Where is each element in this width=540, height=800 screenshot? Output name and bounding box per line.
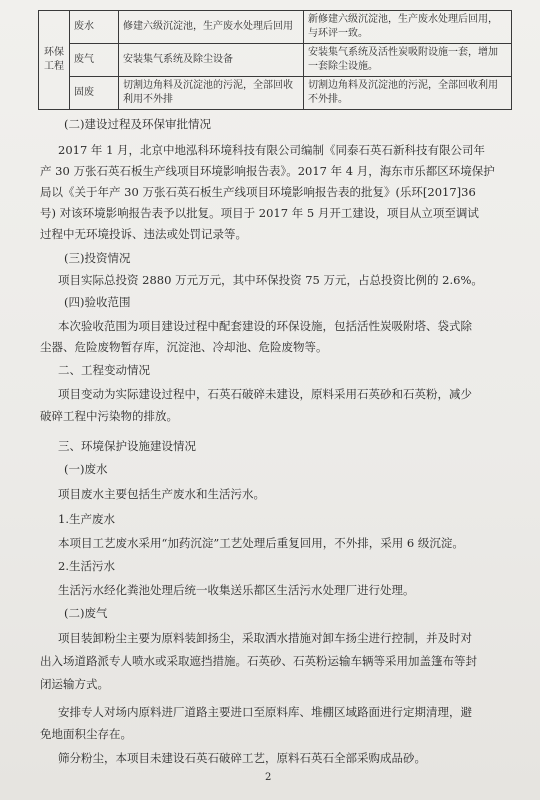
paragraph-line: 号) 对该环境影响报告表予以批复。项目于 2017 年 5 月开工建设，项目从立项至调试 (40, 206, 479, 220)
table-item-cell: 废水 (70, 11, 119, 44)
table-item-cell: 固废 (70, 77, 119, 110)
paragraph-line: 本项目工艺废水采用“加药沉淀”工艺处理后重复回用，不外排，采用 6 级沉淀。 (58, 536, 464, 550)
table-row (39, 11, 512, 44)
table-plan-cell: 切割边角料及沉淀池的污泥，全部回收利用不外排 (119, 77, 304, 110)
table-category-cell: 环保工程 (39, 11, 70, 110)
paragraph-line: 项目实际总投资 2880 万元万元，其中环保投资 75 万元，占总投资比例的 2.6%。 (58, 273, 483, 287)
paragraph-line: 生活污水经化粪池处理后统一收集送乐都区生活污水处理厂进行处理。 (58, 583, 415, 597)
paragraph-line: 过程中无环境投诉、违法或处罚记录等。 (40, 227, 247, 241)
paragraph-line: 项目废水主要包括生产废水和生活污水。 (58, 487, 265, 501)
table-actual-cell: 安装集气系统及活性炭吸附设施一套，增加一套除尘设施。 (304, 44, 512, 77)
paragraph-line: 破碎工程中污染物的排放。 (40, 409, 178, 423)
section-heading: (二)废气 (64, 606, 108, 620)
paragraph-line: 尘器、危险废物暂存库，沉淀池、冷却池、危险废物等。 (40, 340, 328, 354)
paragraph-line: 本次验收范围为项目建设过程中配套建设的环保设施，包括活性炭吸附塔、袋式除 (58, 319, 472, 333)
table-row (39, 77, 512, 110)
paragraph-line: 筛分粉尘，本项目未建设石英石破碎工艺，原料石英石全部采购成品砂。 (58, 751, 426, 765)
table-item-cell: 废气 (70, 44, 119, 77)
section-heading: 三、环境保护设施建设情况 (58, 439, 196, 453)
table-plan-cell: 安装集气系统及除尘设备 (119, 44, 304, 77)
paragraph-line: 出入场道路派专人喷水或采取遮挡措施。石英砂、石英粉运输车辆等采用加盖篷布等封 (40, 654, 477, 668)
section-heading: (一)废水 (64, 462, 108, 476)
section-heading: 二、工程变动情况 (58, 363, 150, 377)
table-actual-cell: 新修建六级沉淀池，生产废水处理后回用，与环评一致。 (304, 11, 512, 44)
paragraph-line: 免地面积尘存在。 (40, 727, 132, 741)
paragraph-line: 产 30 万张石英石板生产线项目环境影响报告表》。2017 年 4 月，海东市乐都区环境保护 (40, 164, 495, 178)
paragraph-line: 闭运输方式。 (40, 677, 109, 691)
table-actual-cell: 切割边角料及沉淀池的污泥，全部回收利用不外排。 (304, 77, 512, 110)
paragraph-line: 局以《关于年产 30 万张石英石板生产线项目环境影响报告表的批复》(乐环[2017]36 (40, 185, 476, 199)
table-row (39, 44, 512, 77)
environmental-works-table (38, 10, 512, 110)
paragraph-line: 安排专人对场内原料进厂道路主要进口至原料库、堆棚区域路面进行定期清理，避 (58, 705, 472, 719)
paragraph-line: 2017 年 1 月，北京中地泓科环境科技有限公司编制《同泰石英石新科技有限公司年 (58, 143, 486, 157)
table-plan-cell: 修建六级沉淀池，生产废水处理后回用 (119, 11, 304, 44)
page-number: 2 (265, 772, 272, 783)
section-heading: (三)投资情况 (64, 251, 131, 265)
paragraph-line: 项目变动为实际建设过程中，石英石破碎未建设，原料采用石英砂和石英粉，减少 (58, 387, 472, 401)
section-heading: 2.生活污水 (58, 559, 115, 573)
section-heading: (四)验收范围 (64, 295, 131, 309)
section-heading: 1.生产废水 (58, 512, 115, 526)
section-heading: (二)建设过程及环保审批情况 (64, 117, 211, 131)
paragraph-line: 项目装卸粉尘主要为原料装卸扬尘，采取洒水措施对卸车扬尘进行控制，并及时对 (58, 631, 472, 645)
